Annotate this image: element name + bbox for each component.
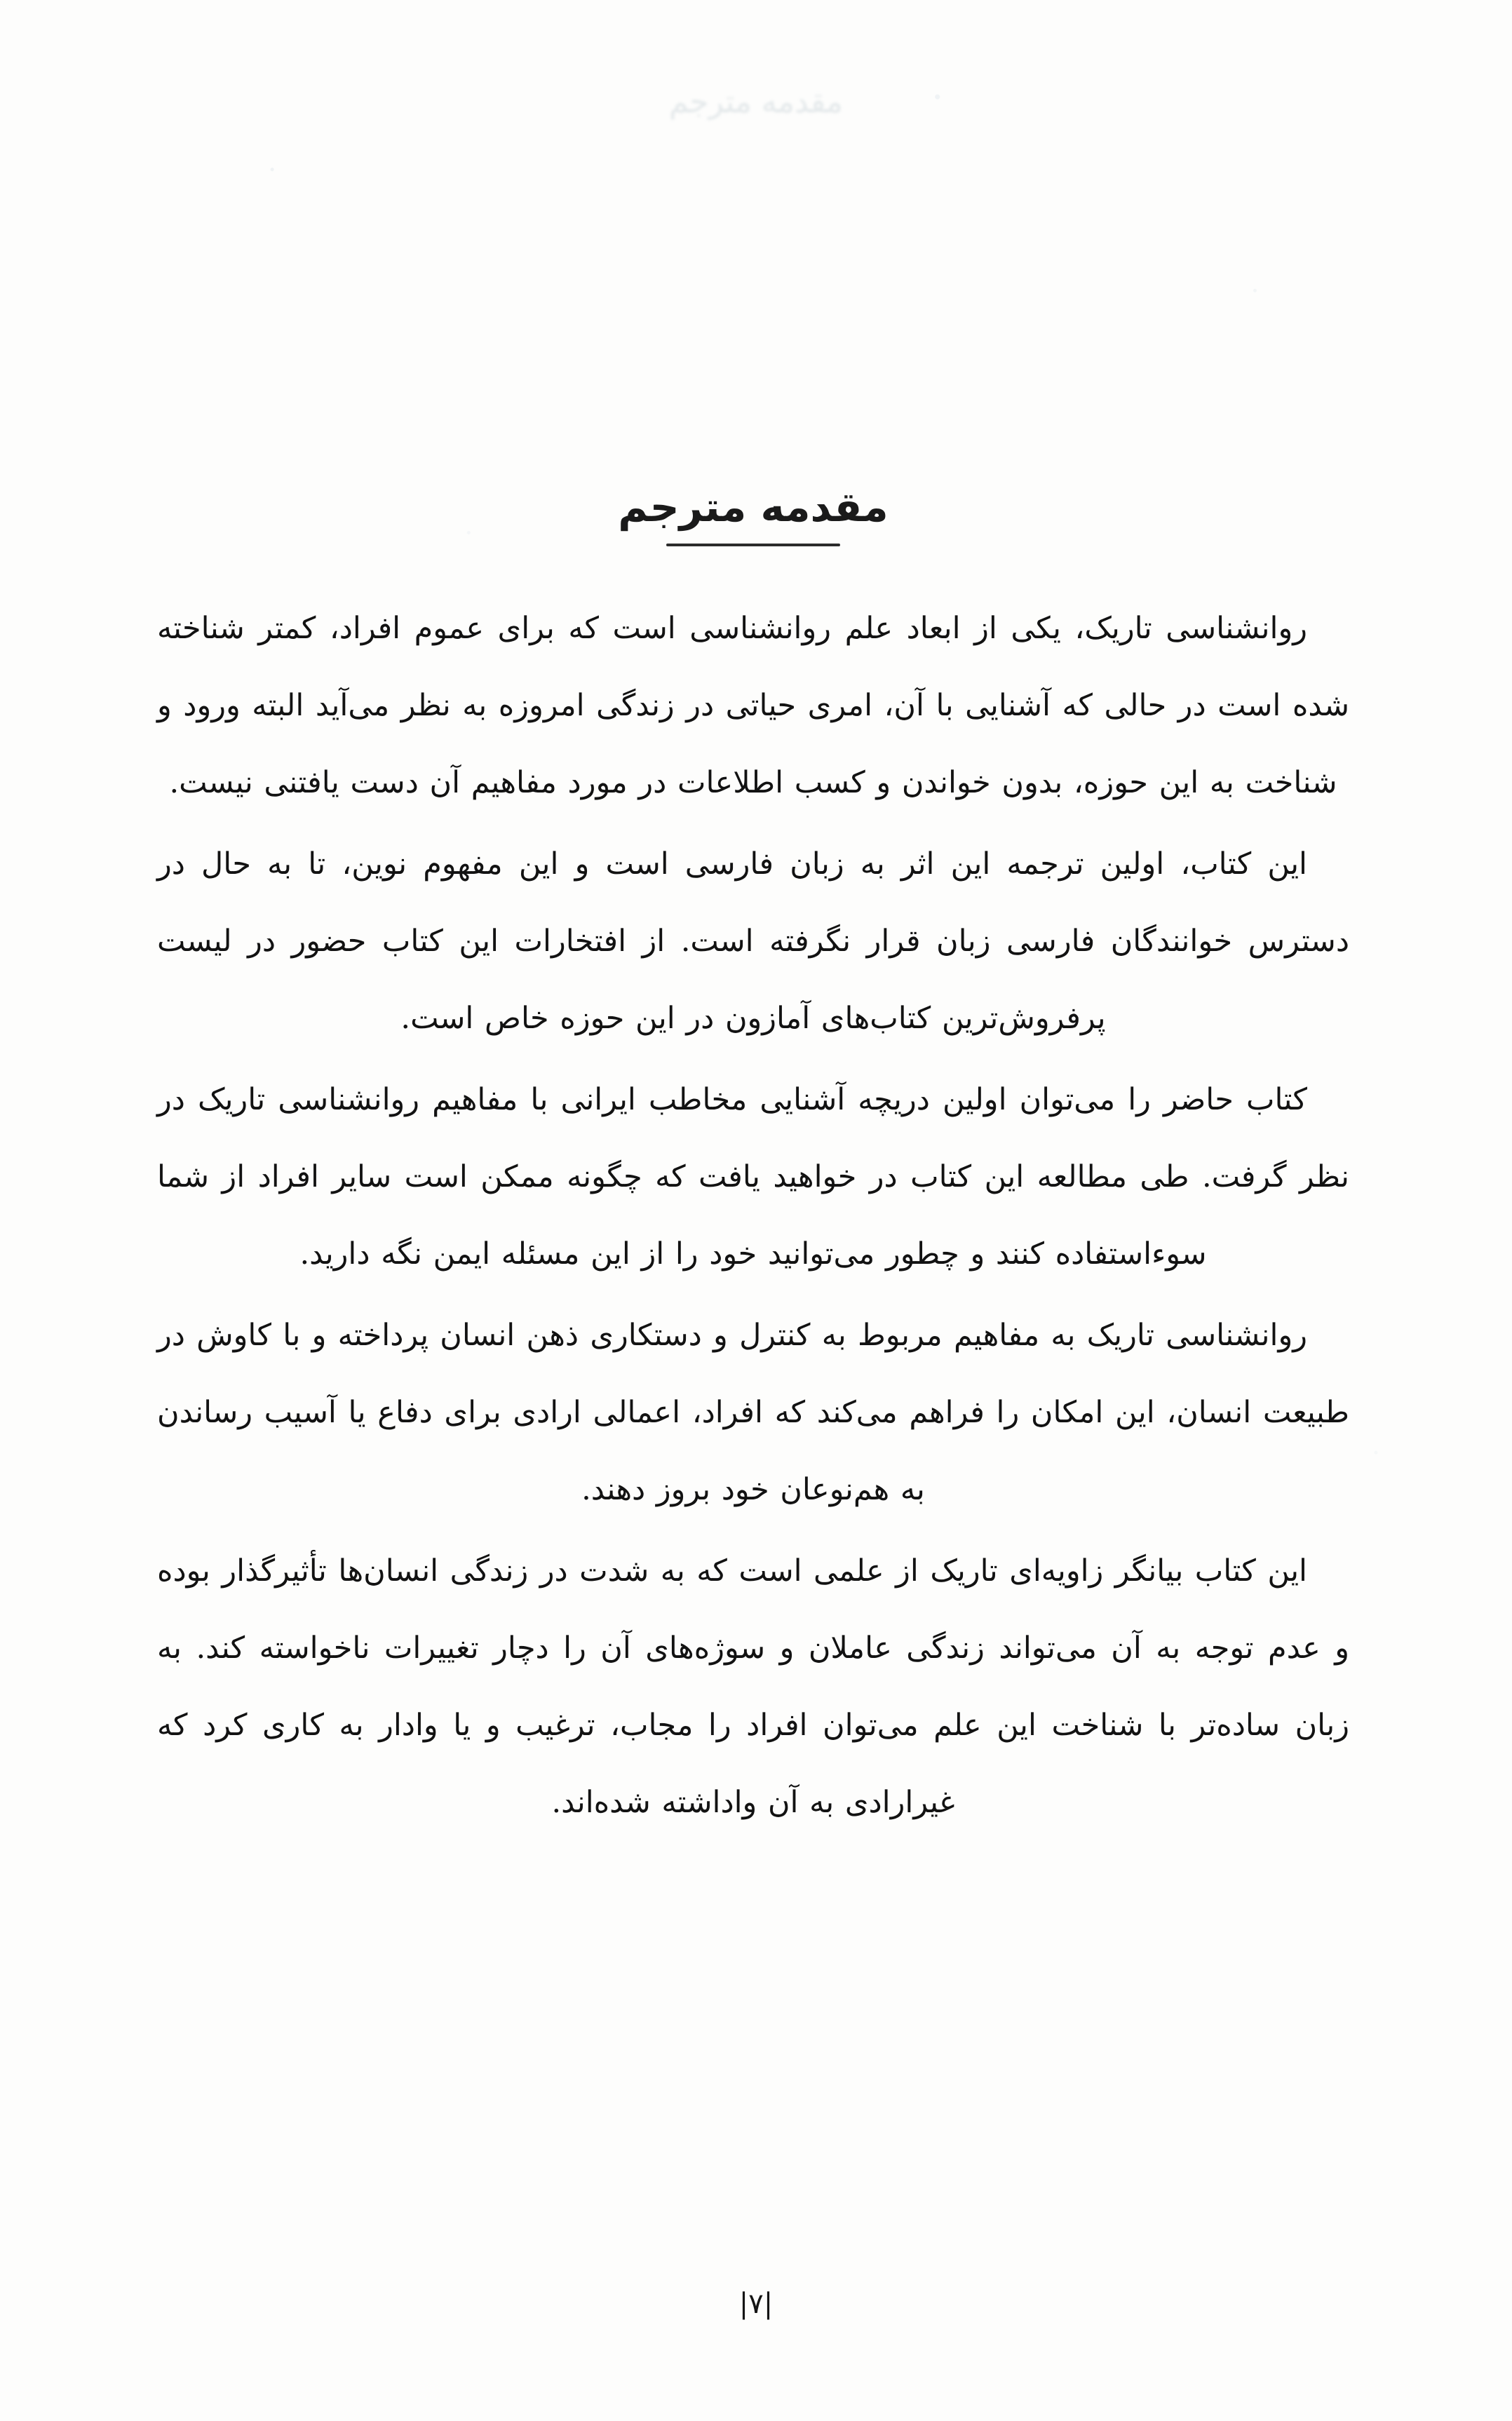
page-showthrough-ghost-text: مقدمه مترجم xyxy=(669,84,843,120)
body-paragraph-2: این کتاب، اولین ترجمه این اثر به زبان فارسی است و این مفهوم نوین، تا به حال در دسترس خوانندگان فارسی زبان قرار نگرفته است. از افتخارات این کتاب حضور در لیست پرفروش‌ترین کتاب‌های آمازون در این حوزه خاص است. xyxy=(157,846,1349,1036)
page-number: |۷| xyxy=(738,2288,774,2320)
page-content xyxy=(157,484,1349,1845)
body-paragraph-4: روانشناسی تاریک به مفاهیم مربوط به کنترل و دستکاری ذهن انسان پرداخته و با کاوش در طبیعت انسان، این امکان را فراهم می‌کند که افراد، اعمالی ارادی برای دفاع یا آسیب رساندن به هم‌نوعان خود بروز دهند. xyxy=(157,1317,1349,1507)
title-underline-rule xyxy=(666,544,840,546)
body-paragraph-3: کتاب حاضر را می‌توان اولین دریچه آشنایی مخاطب ایرانی با مفاهیم روانشناسی تاریک در نظر گرفت. طی مطالعه این کتاب در خواهید یافت که چگونه ممکن است سایر افراد از شما سوءاستفاده کنند و چطور می‌توانید خود را از این مسئله ایمن نگه دارید. xyxy=(157,1081,1349,1272)
section-heading xyxy=(157,484,1349,546)
body-paragraph-1: روانشناسی تاریک، یکی از ابعاد علم روانشناسی است که برای عموم افراد، کمتر شناخته شده است در حالی که آشنایی با آن، امری حیاتی در زندگی امروزه به نظر می‌آید البته ورود و شناخت به این حوزه، بدون خواندن و کسب اطلاعات در مورد مفاهیم آن دست یافتنی نیست. xyxy=(157,610,1349,800)
page-title: مقدمه مترجم xyxy=(618,483,889,531)
body-paragraph-5: این کتاب بیانگر زاویه‌ای تاریک از علمی است که به شدت در زندگی انسان‌ها تأثیرگذار بوده و عدم توجه به آن می‌تواند زندگی عاملان و سوژه‌های آن را دچار تغییرات ناخواسته کند. به زبان ساده‌تر با شناخت این علم می‌توان افراد را مجاب، ترغیب و یا وادار به کاری کرد که غیرارادی به آن واداشته شده‌اند. xyxy=(157,1553,1349,1820)
